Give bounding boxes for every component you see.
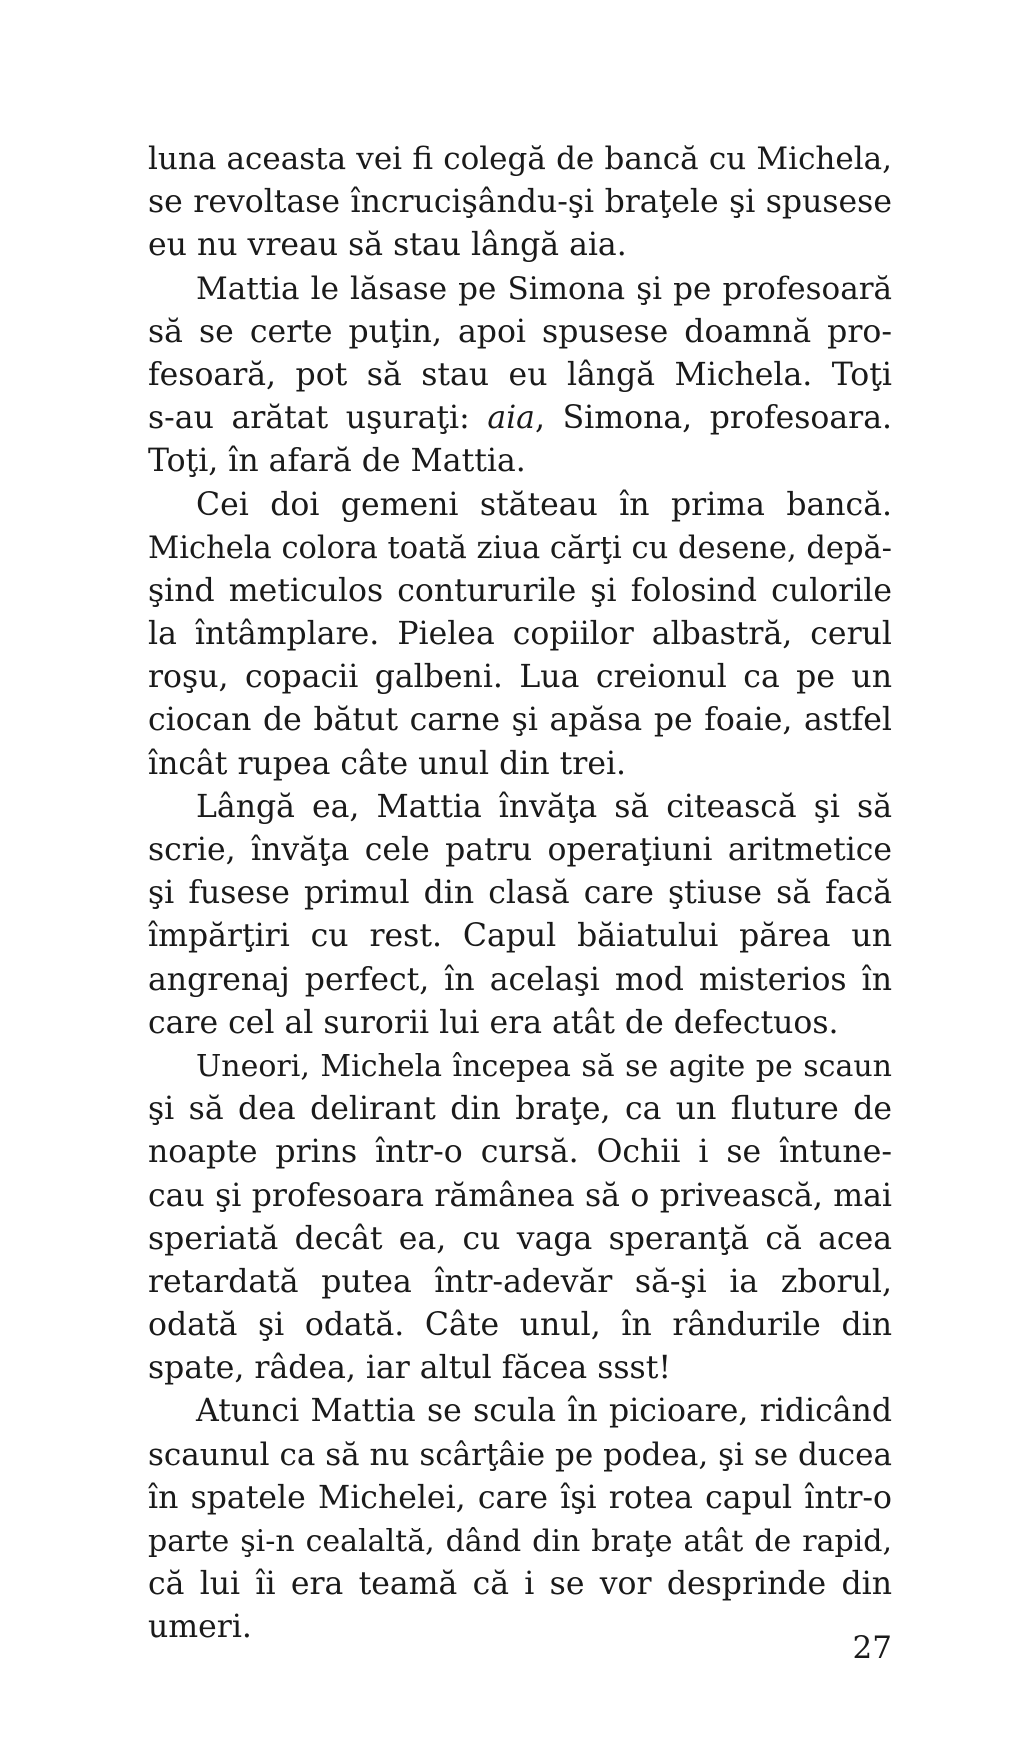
text-line: luna aceasta vei fi colegă de bancă cu Michela,	[148, 141, 892, 177]
italic-word: aia	[487, 400, 535, 437]
text-line: să se certe puţin, apoi spusese doamnă pro-	[148, 313, 892, 350]
text-line: retardată putea într-adevăr să-şi ia zborul,	[148, 1263, 892, 1300]
text-segment: s-au arătat uşuraţi:	[148, 400, 488, 437]
text-line: împărţiri cu rest. Capul băiatului părea un	[148, 918, 892, 955]
text-line	[148, 397, 892, 440]
text-line: la întâmplare. Pielea copiilor albastră, cerul	[148, 616, 892, 653]
text-segment: , Simona, profesoara.	[534, 400, 892, 437]
text-line: şi fusese primul din clasă care ştiuse să facă	[148, 875, 892, 912]
text-line: şind meticulos contururile şi folosind culorile	[148, 572, 892, 609]
text-line: parte şi-n cealaltă, dând din braţe atât de rapid,	[148, 1524, 892, 1559]
text-line: se revoltase încrucişându-şi braţele şi spusese	[148, 184, 892, 221]
text-line: ciocan de bătut carne şi apăsa pe foaie, astfel	[148, 702, 892, 739]
page-number: 27	[852, 1630, 892, 1666]
text-line: Toţi, în afară de Mattia.	[148, 443, 526, 480]
text-line: Lângă ea, Mattia învăţa să citească şi să	[196, 788, 892, 825]
text-line: scrie, învăţa cele patru operaţiuni aritmetice	[148, 832, 892, 868]
text-line: încât rupea câte unul din trei.	[148, 745, 627, 782]
text-line: umeri.	[148, 1609, 252, 1646]
text-line: şi să dea delirant din braţe, ca un fluture de	[148, 1091, 892, 1128]
text-line: spate, râdea, iar altul făcea ssst!	[148, 1350, 672, 1387]
body-text	[148, 138, 892, 1650]
text-line: speriată decât ea, cu vaga speranţă că acea	[148, 1220, 892, 1257]
text-line: odată şi odată. Câte unul, în rândurile din	[148, 1307, 892, 1344]
text-line: cau şi profesoara rămânea să o privească, mai	[148, 1177, 892, 1214]
text-line: că lui îi era teamă că i se vor desprinde din	[148, 1566, 892, 1603]
text-line: Michela colora toată ziua cărţi cu desene, depă-	[148, 530, 892, 566]
text-line: eu nu vreau să stau lângă aia.	[148, 227, 627, 264]
text-line: Mattia le lăsase pe Simona şi pe profesoară	[196, 270, 892, 307]
text-line: Uneori, Michela începea să se agite pe scaun	[196, 1048, 892, 1084]
text-line: Atunci Mattia se scula în picioare, ridicând	[196, 1393, 892, 1430]
text-line: noapte prins într-o cursă. Ochii i se întune-	[148, 1134, 892, 1171]
text-line: fesoară, pot să stau eu lângă Michela. Toţi	[148, 356, 892, 393]
text-line: Cei doi gemeni stăteau în prima bancă.	[196, 486, 892, 523]
text-line: roşu, copacii galbeni. Lua creionul ca pe un	[148, 659, 892, 696]
text-line: în spatele Michelei, care îşi rotea capul într-o	[148, 1479, 892, 1516]
text-line: scaunul ca să nu scârţâie pe podea, şi se ducea	[148, 1436, 892, 1473]
text-line: angrenaj perfect, în acelaşi mod misterios în	[148, 961, 892, 998]
text-line: care cel al surorii lui era atât de defectuos.	[148, 1004, 839, 1041]
